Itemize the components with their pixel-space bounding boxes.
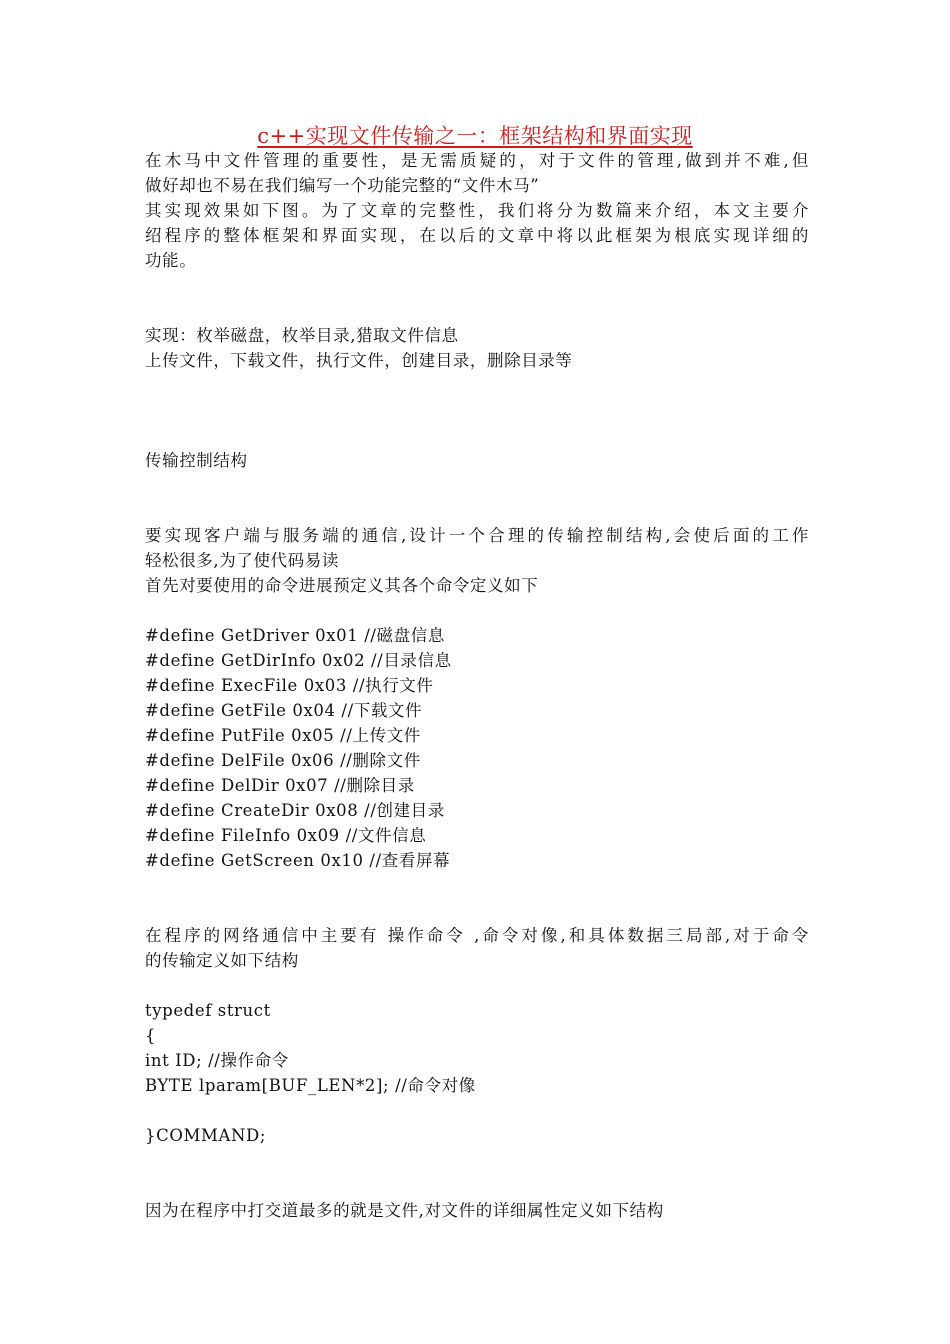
intro-line: 绍程序的整体框架和界面实现，在以后的文章中将以此框架为根底实现详细的 xyxy=(145,226,809,245)
blank-line xyxy=(145,423,809,448)
blank-line xyxy=(145,598,809,623)
blank-line xyxy=(145,1148,809,1173)
article-title[interactable]: c++实现文件传输之一：框架结构和界面实现 xyxy=(257,124,693,148)
blank-line xyxy=(145,898,809,923)
define-line: #define GetFile 0x04 //下载文件 xyxy=(145,701,423,720)
blank-line xyxy=(145,1173,809,1198)
article-body xyxy=(145,148,809,1223)
struct-line: int ID; //操作命令 xyxy=(145,1051,289,1070)
blank-line xyxy=(145,398,809,423)
paragraph-line: 要实现客户端与服务端的通信,设计一个合理的传输控制结构,会使后面的工作 xyxy=(145,526,809,545)
define-line: #define ExecFile 0x03 //执行文件 xyxy=(145,676,434,695)
define-line: #define GetDriver 0x01 //磁盘信息 xyxy=(145,626,445,645)
blank-line xyxy=(145,973,809,998)
blank-line xyxy=(145,1098,809,1123)
blank-line xyxy=(145,298,809,323)
struct-end-line: }COMMAND; xyxy=(145,1126,266,1145)
define-line: #define CreateDir 0x08 //创建目录 xyxy=(145,801,445,820)
blank-line xyxy=(145,873,809,898)
intro-line: 做好却也不易在我们编写一个功能完整的“文件木马” xyxy=(145,176,540,195)
feature-line: 实现：枚举磁盘，枚举目录,猎取文件信息 xyxy=(145,326,459,345)
feature-line: 上传文件，下载文件，执行文件，创建目录，删除目录等 xyxy=(145,351,573,370)
blank-line xyxy=(145,473,809,498)
intro-line: 功能。 xyxy=(145,251,197,270)
define-line: #define GetScreen 0x10 //查看屏幕 xyxy=(145,851,451,870)
section-heading: 传输控制结构 xyxy=(145,451,248,470)
paragraph-line: 首先对要使用的命令进展预定义其各个命令定义如下 xyxy=(145,576,539,595)
define-line: #define DelFile 0x06 //删除文件 xyxy=(145,751,421,770)
blank-line xyxy=(145,273,809,298)
struct-line: { xyxy=(145,1026,157,1045)
paragraph-line: 因为在程序中打交道最多的就是文件,对文件的详细属性定义如下结构 xyxy=(145,1201,664,1220)
intro-line: 在木马中文件管理的重要性，是无需质疑的，对于文件的管理,做到并不难,但 xyxy=(145,151,809,170)
struct-line: BYTE lparam[BUF_LEN*2]; //命令对像 xyxy=(145,1076,476,1095)
paragraph-line: 轻松很多,为了使代码易读 xyxy=(145,551,339,570)
define-line: #define FileInfo 0x09 //文件信息 xyxy=(145,826,427,845)
blank-line xyxy=(145,373,809,398)
paragraph-line: 的传输定义如下结构 xyxy=(145,951,299,970)
blank-line xyxy=(145,498,809,523)
define-line: #define PutFile 0x05 //上传文件 xyxy=(145,726,421,745)
intro-line: 其实现效果如下图。为了文章的完整性，我们将分为数篇来介绍，本文主要介 xyxy=(145,201,809,220)
define-line: #define DelDir 0x07 //删除目录 xyxy=(145,776,415,795)
paragraph-line: 在程序的网络通信中主要有 操作命令 ,命令对像,和具体数据三局部,对于命令 xyxy=(145,926,809,945)
define-line: #define GetDirInfo 0x02 //目录信息 xyxy=(145,651,452,670)
struct-line: typedef struct xyxy=(145,1001,271,1020)
